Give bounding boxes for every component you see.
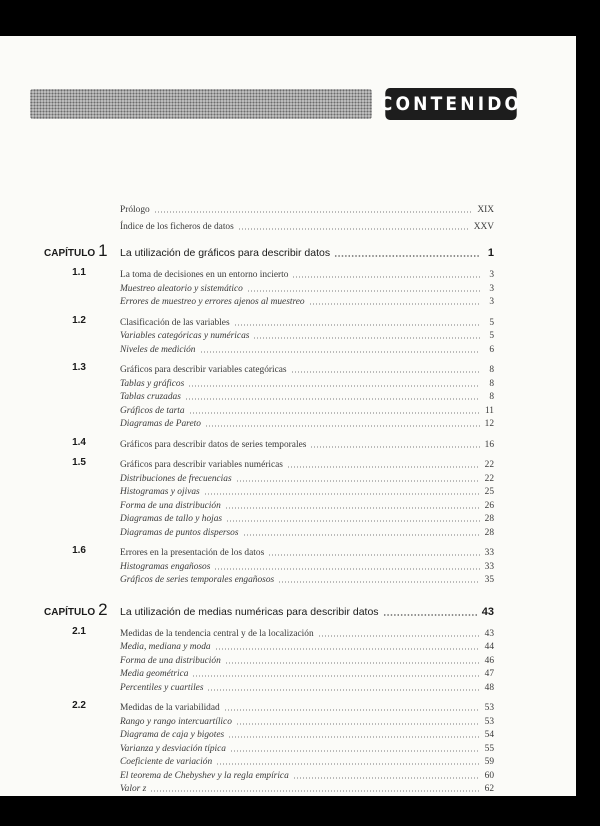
section-entry-title: Clasificación de las variables (120, 317, 230, 328)
subsection-entry-title: El teorema de Chebyshev y la regla empírica (120, 770, 289, 781)
section-entry-title: La toma de decisiones en un entorno incierto (120, 270, 289, 280)
subsection-entry-title: Diagramas de puntos dispersos (120, 527, 239, 538)
dot-leader (185, 398, 480, 400)
subsection-entry-page: 55 (484, 743, 494, 754)
section-entry-title: Gráficos para describir datos de series temporales (120, 439, 307, 450)
subsection-entry-page: 54 (484, 730, 494, 740)
section-entry-page: 3 (489, 270, 494, 280)
subsection-entry-page: 26 (484, 500, 494, 511)
subsection-entry-title: Distribuciones de frecuencias (120, 473, 232, 484)
dot-leader (268, 554, 480, 556)
subsection-entry-title: Rango y rango intercuartílico (120, 716, 232, 727)
dot-leader (204, 493, 480, 495)
section-number: 1.3 (72, 362, 86, 373)
chapter-entry (120, 243, 494, 259)
chapter-word: CAPÍTULO (44, 248, 96, 259)
subsection-entry-page: 33 (484, 561, 494, 572)
chapter-entry-title: La utilización de medias numéricas para describir datos (120, 605, 379, 618)
subsection-entry-title: Coeficiente de variación (120, 757, 213, 767)
dot-leader (278, 581, 480, 583)
subsection-entry-title: Histogramas engañosos (120, 561, 211, 572)
dot-leader (225, 662, 480, 664)
dot-leader (291, 371, 480, 373)
subsection-entry-title: Diagramas de tallo y hojas (120, 514, 223, 524)
subsection-entry-page: 53 (484, 716, 494, 727)
subsection-entry (120, 680, 494, 693)
subsection-entry-title: Varianza y desviación típica (120, 743, 226, 754)
dot-leader (234, 324, 480, 326)
subsection-entry-page: 11 (484, 405, 494, 416)
section-entry (120, 437, 494, 450)
dot-leader (226, 520, 480, 522)
section-entry-title: Gráficos para describir variables categóricas (120, 365, 287, 375)
dot-leader (287, 466, 480, 468)
chapter-number: 1 (98, 241, 108, 260)
front-entry-page: XIX (477, 205, 494, 215)
section-entry-page: 16 (484, 439, 494, 450)
dot-leader (243, 534, 481, 536)
dot-leader (216, 763, 480, 765)
subsection-entry-page: 62 (484, 784, 494, 794)
subsection-entry (120, 727, 494, 740)
dot-leader (253, 337, 480, 339)
subsection-entry (120, 416, 494, 429)
subsection-entry-page: 28 (484, 527, 494, 538)
subsection-entry-title: Percentiles y cuartiles (120, 682, 204, 693)
subsection-entry-page: 35 (484, 575, 494, 585)
section-entry (120, 362, 494, 375)
chapter-entry (120, 602, 494, 618)
dot-leader (225, 507, 480, 509)
section-entry (120, 700, 494, 713)
subsection-entry (120, 768, 494, 781)
front-entry (120, 219, 494, 232)
chapter-entry-title: La utilización de gráficos para describir datos (120, 247, 331, 259)
dot-leader (236, 480, 480, 482)
subsection-entry (120, 294, 494, 307)
subsection-entry (120, 389, 494, 402)
section-number: 1.4 (72, 436, 86, 448)
subsection-entry-page: 12 (484, 419, 494, 429)
dot-leader (334, 255, 480, 257)
subsection-entry-page: 60 (484, 770, 494, 781)
dot-leader (238, 228, 470, 230)
subsection-entry (120, 559, 494, 572)
subsection-entry (120, 471, 494, 484)
section-entry-title: Gráficos para describir variables numéricas (120, 460, 283, 470)
chapter-entry-page: 43 (481, 605, 494, 618)
dot-leader (292, 276, 480, 278)
section-entry-page: 5 (489, 317, 494, 328)
section-entry-page: 8 (489, 365, 494, 375)
subsection-entry (120, 484, 494, 497)
dot-leader (188, 385, 480, 387)
dot-leader (247, 290, 480, 292)
section-entry-page: 33 (484, 548, 494, 558)
section-entry-title: Errores en la presentación de los datos (120, 548, 265, 558)
section-number: 2.2 (72, 700, 86, 711)
subsection-entry-page: 22 (484, 473, 494, 484)
subsection-entry-title: Diagramas de Pareto (120, 419, 201, 429)
section-entry (120, 545, 494, 558)
subsection-entry (120, 639, 494, 652)
dot-leader (150, 790, 480, 792)
contents-title: CONTENIDO (385, 88, 516, 120)
subsection-entry (120, 403, 494, 416)
subsection-entry-page: 8 (489, 378, 494, 389)
chapter-word: CAPÍTULO (44, 606, 96, 618)
front-entry-page: XXV (473, 221, 494, 232)
subsection-entry-title: Gráficos de tarta (120, 405, 185, 416)
subsection-entry-title: Errores de muestreo y errores ajenos al muestreo (120, 297, 305, 307)
subsection-entry-page: 25 (484, 487, 494, 497)
subsection-entry (120, 754, 494, 767)
subsection-entry-page: 5 (489, 331, 494, 341)
subsection-entry (120, 498, 494, 511)
dot-leader (228, 736, 480, 738)
subsection-entry (120, 666, 494, 679)
dot-leader (207, 689, 480, 691)
subsection-entry (120, 342, 494, 355)
subsection-entry-page: 3 (489, 297, 494, 307)
subsection-entry-title: Niveles de medición (120, 344, 196, 355)
halftone-band (30, 89, 372, 119)
dot-leader (230, 750, 480, 752)
section-number: 2.1 (72, 625, 86, 637)
subsection-entry-title: Muestreo aleatorio y sistemático (120, 283, 243, 294)
section-number: 1.5 (72, 457, 86, 468)
section-entry (120, 315, 494, 328)
section-entry (120, 267, 494, 280)
dot-leader (214, 568, 480, 570)
dot-leader (236, 723, 480, 725)
dot-leader (309, 303, 480, 305)
subsection-entry-title: Forma de una distribución (120, 655, 221, 666)
dot-leader (154, 211, 474, 213)
front-entry (120, 202, 494, 215)
subsection-entry-page: 48 (484, 682, 494, 693)
dot-leader (200, 351, 481, 353)
dot-leader (189, 412, 480, 414)
subsection-entry-page: 46 (484, 655, 494, 666)
subsection-entry (120, 781, 494, 794)
section-number: 1.1 (72, 267, 86, 278)
section-entry (120, 457, 494, 470)
subsection-entry (120, 714, 494, 727)
contents-header (30, 88, 524, 118)
section-entry-page: 22 (484, 460, 494, 470)
subsection-entry (120, 376, 494, 389)
section-entry-page: 53 (484, 703, 494, 713)
chapter-label (44, 241, 114, 261)
section-entry (120, 626, 494, 639)
subsection-entry-page: 8 (489, 392, 494, 402)
dot-leader (318, 635, 480, 637)
subsection-entry (120, 741, 494, 754)
chapter-label (44, 600, 114, 620)
subsection-entry (120, 525, 494, 538)
dot-leader (293, 777, 480, 779)
dot-leader (224, 709, 480, 711)
dot-leader (205, 425, 480, 427)
subsection-entry-page: 6 (489, 344, 494, 355)
subsection-entry-title: Gráficos de series temporales engañosos (120, 575, 275, 585)
subsection-entry-title: Histogramas y ojivas (120, 487, 200, 497)
chapter-number: 2 (98, 599, 108, 619)
subsection-entry-title: Media geométrica (120, 669, 189, 679)
subsection-entry-title: Tablas y gráficos (120, 378, 185, 389)
dot-leader (192, 675, 480, 677)
subsection-entry (120, 511, 494, 524)
subsection-entry (120, 572, 494, 585)
subsection-entry (120, 653, 494, 666)
subsection-entry-page: 3 (489, 283, 494, 294)
subsection-entry-title: Media, mediana y moda (120, 642, 211, 652)
section-entry-title: Medidas de la variabilidad (120, 703, 220, 713)
section-number: 1.6 (72, 545, 86, 556)
subsection-entry-page: 59 (484, 757, 494, 767)
book-page (0, 36, 576, 796)
subsection-entry-page: 44 (484, 642, 494, 652)
subsection-entry (120, 281, 494, 294)
dot-leader (383, 614, 478, 616)
subsection-entry-title: Forma de una distribución (120, 500, 221, 511)
subsection-entry-title: Variables categóricas y numéricas (120, 331, 250, 341)
section-entry-title: Medidas de la tendencia central y de la localización (120, 628, 314, 639)
section-number: 1.2 (72, 314, 86, 326)
dot-leader (215, 648, 480, 650)
subsection-entry-title: Diagrama de caja y bigotes (120, 730, 225, 740)
front-entry-title: Prólogo (120, 205, 150, 215)
dot-leader (310, 446, 480, 448)
section-entry-page: 43 (484, 628, 494, 639)
front-entry-title: Índice de los ficheros de datos (120, 221, 234, 232)
subsection-entry-title: Tablas cruzadas (120, 392, 181, 402)
chapter-entry-page: 1 (487, 247, 494, 259)
subsection-entry (120, 328, 494, 341)
subsection-entry-page: 47 (484, 669, 494, 679)
subsection-entry-title: Valor z (120, 784, 147, 794)
subsection-entry-page: 28 (484, 514, 494, 524)
